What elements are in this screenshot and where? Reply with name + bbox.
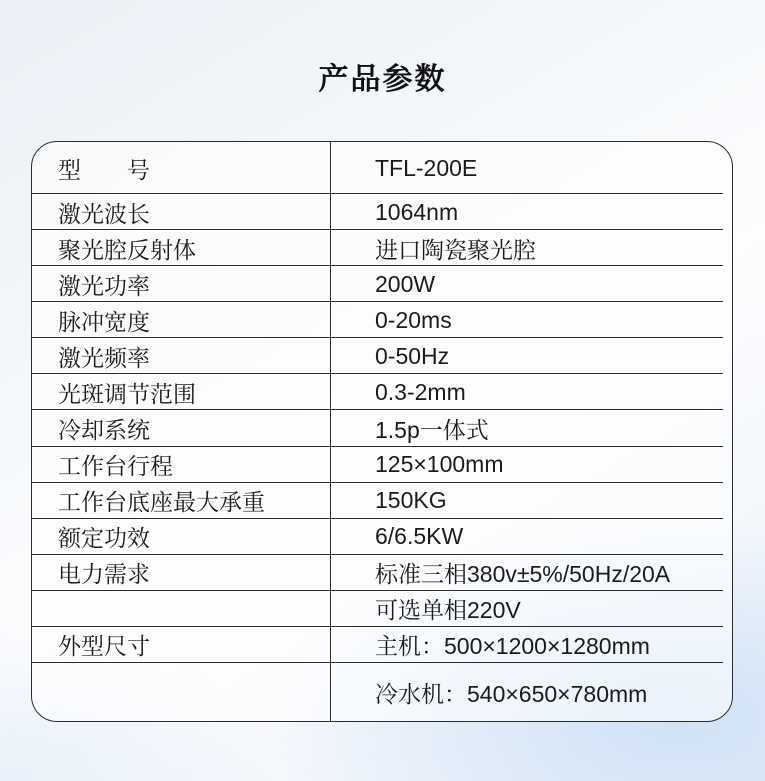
- spec-label: 激光波长: [58, 200, 150, 227]
- spec-label: 工作台底座最大承重: [58, 489, 265, 516]
- spec-label: 额定功效: [58, 525, 150, 552]
- spec-label: 激光功率: [58, 272, 150, 299]
- spec-value: 主机：500×1200×1280mm: [375, 633, 650, 660]
- spec-value: 0.3-2mm: [375, 378, 466, 405]
- table-row: [32, 519, 732, 555]
- spec-value: 125×100mm: [375, 451, 504, 478]
- table-row: [32, 627, 732, 663]
- table-row: [32, 302, 732, 338]
- spec-label: [32, 591, 330, 627]
- spec-table-rows: [32, 142, 732, 721]
- spec-label: 电力需求: [58, 561, 150, 588]
- table-row: [32, 142, 732, 194]
- spec-value: 150KG: [375, 487, 447, 514]
- spec-value: 1.5p一体式: [375, 417, 489, 443]
- spec-label: 聚光腔反射体: [58, 236, 196, 263]
- spec-value: 1064nm: [375, 198, 459, 225]
- table-row: [32, 266, 732, 302]
- spec-value: 可选单相220V: [375, 597, 521, 624]
- spec-value: 200W: [375, 270, 436, 297]
- table-row: [32, 374, 732, 410]
- table-row: [32, 338, 732, 374]
- table-row: [32, 194, 732, 230]
- spec-value: 冷水机：540×650×780mm: [375, 680, 648, 707]
- spec-value: 进口陶瓷聚光腔: [375, 236, 536, 263]
- spec-label: 光斑调节范围: [58, 380, 196, 407]
- spec-table: [31, 141, 733, 722]
- table-column-divider: [330, 142, 331, 721]
- spec-label: 激光频率: [58, 344, 150, 371]
- table-row: [32, 555, 732, 591]
- spec-label: 冷却系统: [58, 417, 150, 443]
- spec-value: TFL-200E: [375, 154, 478, 181]
- spec-label: 工作台行程: [58, 453, 173, 480]
- table-row: [32, 230, 732, 266]
- spec-value: 0-50Hz: [375, 342, 450, 369]
- spec-value: 标准三相380v±5%/50Hz/20A: [375, 561, 671, 588]
- spec-label: [32, 663, 330, 721]
- table-row: [32, 591, 732, 627]
- page-title: 产品参数: [318, 63, 447, 96]
- table-row: [32, 447, 732, 483]
- spec-label: 外型尺寸: [58, 633, 150, 660]
- spec-label: 脉冲宽度: [58, 308, 150, 335]
- spec-value: 6/6.5KW: [375, 523, 464, 550]
- spec-label: 型 号: [58, 156, 150, 183]
- table-row: [32, 410, 732, 446]
- table-row: [32, 483, 732, 519]
- spec-value: 0-20ms: [375, 306, 452, 333]
- table-row: [32, 663, 732, 721]
